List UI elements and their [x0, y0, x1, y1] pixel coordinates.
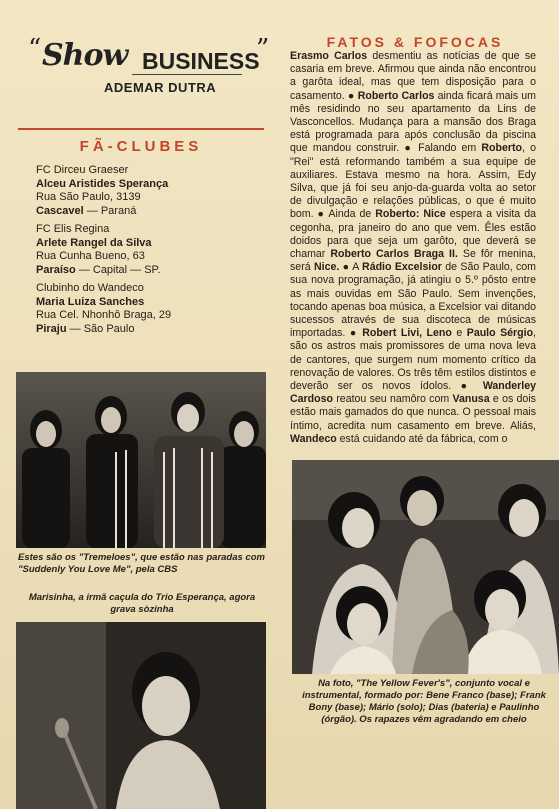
club-street: Rua Cunha Bueno, 63 — [36, 250, 145, 262]
author-byline: ADEMAR DUTRA — [104, 80, 217, 95]
club-contact: Maria Luiza Sanches — [36, 295, 145, 308]
article-name: Wandeco — [290, 432, 337, 445]
club-entry — [36, 282, 171, 336]
club-state: — Capital — SP. — [78, 263, 161, 276]
club-state: — Paraná — [86, 204, 137, 217]
article-name: Wanderley Cardoso — [290, 380, 536, 406]
heading-show-word: Show — [42, 38, 128, 73]
article-run: ainda ficará mais um mês residindo no seu apartamento da Lins de Vasconcellos. Mudança para a mansão dos Braga está programada para após conclusão da piscina que mandou construir. ● Falando em — [290, 89, 536, 155]
article-text — [290, 50, 536, 445]
article-name: Roberto Carlos Braga II. — [330, 248, 458, 261]
club-street: Rua Cel. Nhonhô Braga, 29 — [36, 309, 172, 321]
club-name: FC Dirceu Graeser — [36, 164, 129, 176]
heading-business-word: BUSINESS — [142, 48, 260, 74]
club-contact: Alceu Aristides Sperança — [36, 177, 169, 190]
fa-clubes-box — [18, 128, 264, 308]
yellow-fevers-caption: Na foto, "The Yellow Fever's", conjunto vocal e instrumental, formado por: Bene Franco (base); Frank Bony (base); Mário (solo); Dias (bateria) e Paulinho (órgão). Os rapazes vêm agradando em cheio — [302, 678, 546, 725]
article-run: de São Paulo, com sua nova programação, já atingiu o 5.º pôsto entre as mais ouvidas em São Paulo. Sem invenções, tocando apenas boa música, a Excelsior vai ditando sucessos através de sua discoteca de músicas importadas. ● — [290, 261, 537, 340]
tremeloes-illustration — [16, 372, 266, 548]
heading-open-quote: “ — [28, 34, 42, 64]
fa-clubes-title: FÃ-CLUBES — [79, 138, 203, 155]
marisinha-illustration — [16, 622, 266, 809]
club-entry — [36, 223, 161, 277]
marisinha-caption: Marisinha, a irmã caçula do Trio Esperança, agora grava sòzinha — [28, 592, 256, 615]
yellow-fevers-illustration — [292, 460, 559, 674]
article-run: Se fôr menina, será — [290, 248, 536, 274]
article-name: Paulo Sérgio — [466, 327, 534, 340]
fatos-fofocas-title: FATOS & FOFOCAS — [326, 34, 504, 50]
article-run: está cuidando até da fábrica, com o — [336, 432, 508, 445]
article-name: Rádio Excelsior — [362, 261, 442, 274]
club-state: — São Paulo — [69, 322, 135, 335]
article-run: , são os astros mais promissores de uma nova leva de cantores, que surgem num momento crítico da renovação de valores. Os três têm estilos distintos e deverão ser os novos ídolos. ● — [290, 327, 536, 393]
club-city: Piraju — [36, 322, 67, 335]
tremeloes-caption: Estes são os "Tremeloes", que estão nas paradas com "Suddenly You Love Me", pela CBS — [18, 552, 265, 575]
article-name: Roberto Carlos — [357, 89, 435, 102]
heading-underline — [132, 74, 242, 75]
marisinha-photo — [16, 622, 266, 809]
article-run: , o "Rei" está reformando também a sua equipe de auxiliares. Estava mesmo na hora. Assim, Edy Silva, que já foi seu anjo-da-guarda volta ao setor de divulgação e relações públicas, o que é muito bom. ● Ainda de — [290, 142, 536, 221]
article-name: Roberto — [481, 142, 523, 155]
article-run: desmentiu as notícias de que se casaria em breve. Afirmou que ainda não encontrou a garôta ideal, mas que tem disposição para o casamento. ● — [290, 50, 537, 102]
article-name: Vanusa — [452, 393, 490, 406]
club-city: Paraíso — [36, 263, 76, 276]
club-entry — [36, 164, 168, 218]
club-street: Rua São Paulo, 3139 — [36, 191, 141, 203]
fatos-fofocas-article — [290, 50, 536, 446]
article-name: Robert Livi, Leno — [362, 327, 452, 340]
article-name: Erasmo Carlos — [290, 50, 368, 62]
article-run: espera a visita da cegonha, pra janeiro do ano que vem. Êles estão doidos para que seja um garôto, que deverá se chamar — [290, 208, 536, 261]
article-run: e — [451, 327, 467, 340]
article-run: e os dois estão mais gamados do que nunca. O pessoal mais íntimo, acredita num casamento em breve. Aliás, — [290, 393, 536, 432]
article-run: reatou seu namôro com — [332, 393, 453, 406]
yellow-fevers-photo — [292, 460, 559, 674]
club-name: Clubinho do Wandeco — [36, 282, 144, 294]
heading-close-quote: ” — [256, 34, 270, 64]
article-run: ● A — [339, 261, 363, 274]
tremeloes-photo — [16, 372, 266, 548]
club-contact: Arlete Rangel da Silva — [36, 236, 152, 249]
article-name: Nice. — [313, 261, 340, 274]
article-name: Roberto: Nice — [375, 208, 446, 221]
club-city: Cascavel — [36, 204, 84, 217]
club-name: FC Elis Regina — [36, 223, 110, 235]
